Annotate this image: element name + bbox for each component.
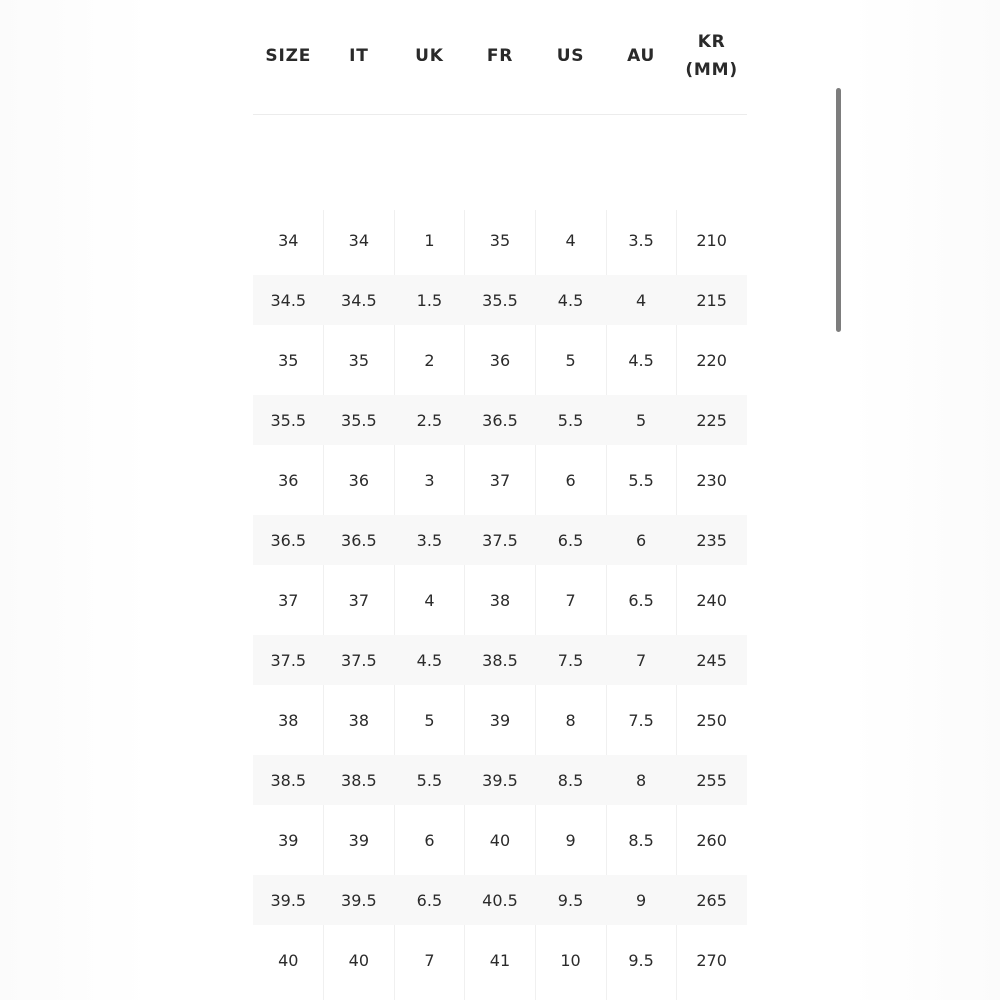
cell-au: 8	[606, 755, 677, 805]
cell-kr-mm: 250	[696, 710, 727, 730]
cell-it: 36.5	[324, 515, 395, 565]
cell-it: 35.5	[324, 395, 395, 445]
cell-fr: 39	[489, 710, 511, 730]
cell-uk: 6.5	[394, 875, 465, 925]
cell-it: 38	[348, 710, 370, 730]
right-page-edge	[850, 0, 1000, 1000]
cell-uk: 2.5	[394, 395, 465, 445]
cell-it: 34.5	[324, 275, 395, 325]
cell-fr: 40.5	[465, 875, 536, 925]
cell-au: 4.5	[628, 350, 654, 370]
cell-kr-mm: 220	[696, 350, 727, 370]
cell-uk: 5	[424, 710, 435, 730]
cell-size: 35.5	[253, 395, 324, 445]
table-row	[253, 750, 747, 810]
cell-it: 37.5	[324, 635, 395, 685]
cell-uk: 4.5	[394, 635, 465, 685]
cell-it: 34	[348, 230, 370, 250]
header-it: IT	[349, 46, 369, 66]
cell-uk: 3.5	[394, 515, 465, 565]
cell-size: 37	[278, 590, 299, 610]
header-uk: UK	[415, 46, 444, 66]
cell-fr: 37	[489, 470, 511, 490]
cell-fr: 36	[489, 350, 511, 370]
cell-kr-mm: 260	[696, 830, 727, 850]
cell-kr-mm: 235	[676, 515, 747, 565]
table-body	[253, 210, 747, 990]
cell-us: 9.5	[535, 875, 606, 925]
size-chart-table	[253, 0, 747, 1000]
scrollbar-thumb[interactable]	[836, 88, 841, 332]
cell-fr: 35	[489, 230, 511, 250]
table-row	[253, 510, 747, 570]
cell-kr-mm: 215	[676, 275, 747, 325]
cell-fr: 41	[489, 950, 511, 970]
cell-us: 4.5	[535, 275, 606, 325]
table-row	[253, 930, 747, 990]
left-page-edge	[0, 0, 150, 1000]
cell-size: 37.5	[253, 635, 324, 685]
table-row	[253, 270, 747, 330]
cell-us: 8.5	[535, 755, 606, 805]
cell-au: 6	[606, 515, 677, 565]
cell-it: 38.5	[324, 755, 395, 805]
header-size: SIZE	[265, 46, 312, 66]
cell-it: 37	[348, 590, 370, 610]
cell-us: 8	[565, 710, 576, 730]
cell-it: 39.5	[324, 875, 395, 925]
table-row	[253, 630, 747, 690]
cell-au: 7.5	[628, 710, 654, 730]
cell-us: 7	[565, 590, 576, 610]
cell-uk: 2	[424, 350, 435, 370]
header-us: US	[556, 46, 585, 66]
cell-us: 9	[565, 830, 576, 850]
cell-size: 39.5	[253, 875, 324, 925]
table-row	[253, 570, 747, 630]
cell-kr-mm: 210	[696, 230, 727, 250]
cell-size: 34	[278, 230, 299, 250]
cell-uk: 5.5	[394, 755, 465, 805]
cell-au: 5.5	[628, 470, 654, 490]
cell-us: 5.5	[535, 395, 606, 445]
table-row	[253, 450, 747, 510]
cell-fr: 38.5	[465, 635, 536, 685]
cell-kr-mm: 240	[696, 590, 727, 610]
cell-it: 39	[348, 830, 370, 850]
header-kr-mm: KR (MM)	[685, 32, 738, 80]
table-row	[253, 390, 747, 450]
cell-size: 36.5	[253, 515, 324, 565]
cell-fr: 35.5	[465, 275, 536, 325]
cell-fr: 36.5	[465, 395, 536, 445]
cell-it: 36	[348, 470, 370, 490]
cell-size: 39	[278, 830, 299, 850]
cell-us: 6.5	[535, 515, 606, 565]
cell-us: 6	[565, 470, 576, 490]
cell-uk: 3	[424, 470, 435, 490]
cell-kr-mm: 225	[676, 395, 747, 445]
cell-kr-mm: 255	[676, 755, 747, 805]
cell-au: 7	[606, 635, 677, 685]
table-row	[253, 330, 747, 390]
table-header-row	[253, 0, 747, 115]
cell-size: 40	[278, 950, 299, 970]
cell-size: 34.5	[253, 275, 324, 325]
cell-us: 7.5	[535, 635, 606, 685]
cell-fr: 39.5	[465, 755, 536, 805]
header-au: AU	[627, 46, 656, 66]
cell-kr-mm: 245	[676, 635, 747, 685]
cell-us: 5	[565, 350, 576, 370]
cell-uk: 1	[424, 230, 435, 250]
cell-au: 8.5	[628, 830, 654, 850]
cell-us: 10	[560, 950, 581, 970]
cell-kr-mm: 265	[676, 875, 747, 925]
cell-uk: 6	[424, 830, 435, 850]
cell-size: 38.5	[253, 755, 324, 805]
cell-uk: 7	[424, 950, 435, 970]
cell-fr: 37.5	[465, 515, 536, 565]
cell-uk: 1.5	[394, 275, 465, 325]
table-row	[253, 210, 747, 270]
cell-au: 9	[606, 875, 677, 925]
cell-it: 35	[348, 350, 370, 370]
cell-au: 6.5	[628, 590, 654, 610]
header-fr: FR	[486, 46, 514, 66]
cell-size: 35	[278, 350, 299, 370]
cell-au: 3.5	[628, 230, 654, 250]
cell-au: 5	[606, 395, 677, 445]
cell-us: 4	[565, 230, 576, 250]
table-row	[253, 810, 747, 870]
cell-kr-mm: 230	[696, 470, 727, 490]
cell-fr: 38	[489, 590, 511, 610]
cell-size: 38	[278, 710, 299, 730]
cell-au: 4	[606, 275, 677, 325]
cell-uk: 4	[424, 590, 435, 610]
table-row	[253, 690, 747, 750]
cell-it: 40	[348, 950, 370, 970]
cell-au: 9.5	[628, 950, 654, 970]
cell-fr: 40	[489, 830, 511, 850]
cell-kr-mm: 270	[696, 950, 727, 970]
table-row	[253, 870, 747, 930]
cell-size: 36	[278, 470, 299, 490]
